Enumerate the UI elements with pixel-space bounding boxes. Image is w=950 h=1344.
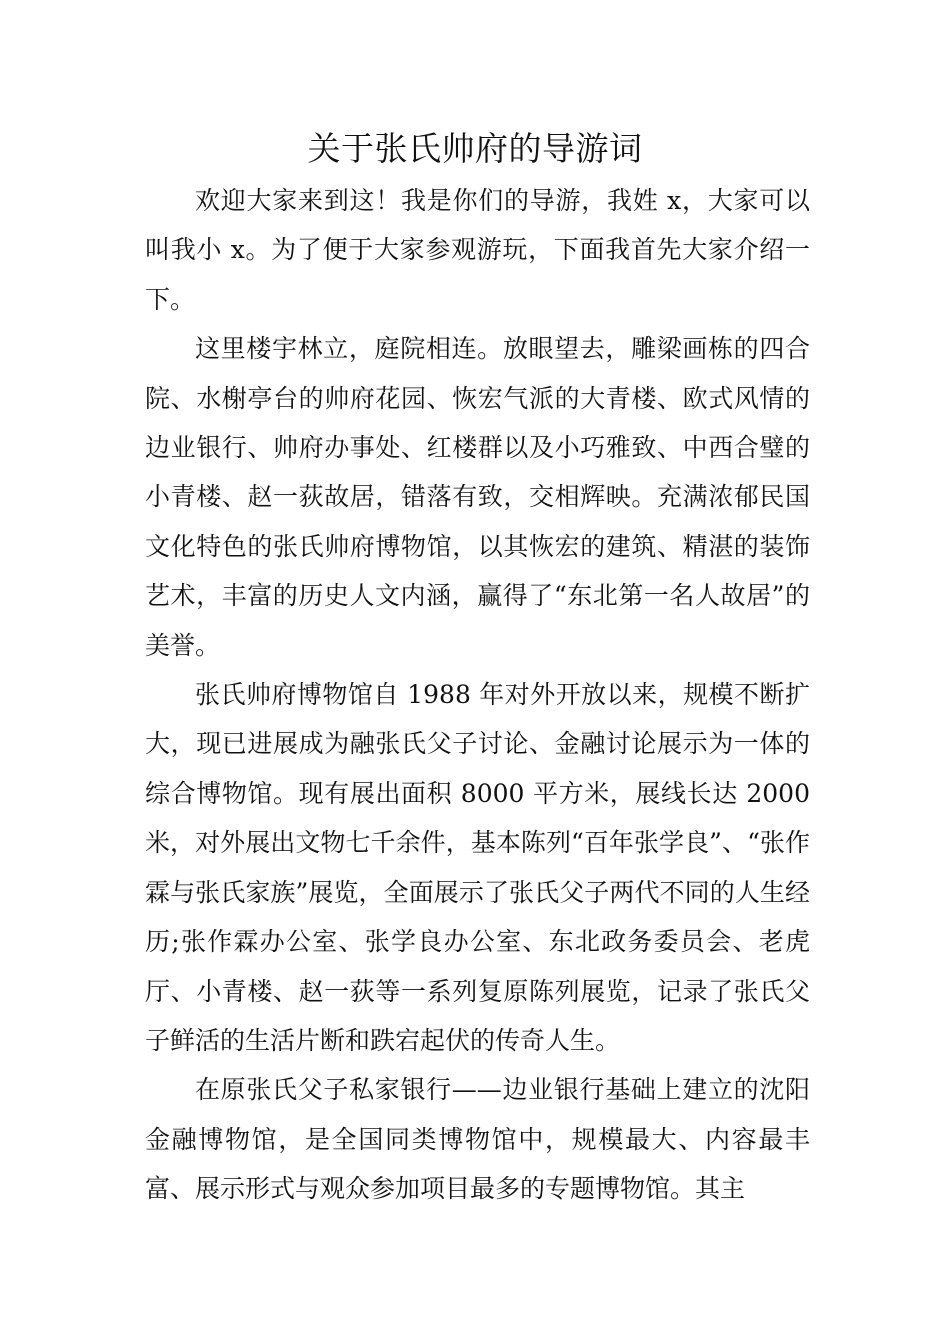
paragraph-welcome: 欢迎大家来到这！我是你们的导游，我姓 x，大家可以叫我小 x。为了便于大家参观游玩，下面我首先大家介绍一下。 bbox=[145, 186, 810, 314]
document-title: 关于张氏帅府的导游词 bbox=[307, 129, 643, 168]
document-body bbox=[145, 176, 810, 1214]
paragraph-architecture: 这里楼宇林立，庭院相连。放眼望去，雕梁画栋的四合院、水榭亭台的帅府花园、恢宏气派的大青楼、欧式风情的边业银行、帅府办事处、红楼群以及小巧雅致、中西合璧的小青楼、赵一荻故居，错落有致，交相辉映。充满浓郁民国文化特色的张氏帅府博物馆，以其恢宏的建筑、精湛的装饰艺术，丰富的历史人文内涵，赢得了“东北第一名人故居”的美誉。 bbox=[145, 334, 810, 660]
paragraph-finance-museum: 在原张氏父子私家银行——边业银行基础上建立的沈阳金融博物馆，是全国同类博物馆中，规模最大、内容最丰富、展示形式与观众参加项目最多的专题博物馆。其主 bbox=[145, 1075, 810, 1204]
paragraph-museum-history: 张氏帅府博物馆自 1988 年对外开放以来，规模不断扩大，现已进展成为融张氏父子讨论、金融讨论展示为一体的综合博物馆。现有展出面积 8000 平方米，展线长达 2000米，对外展出文物七千余件，基本陈列“百年张学良”、“张作霖与张氏家族”展览，全面展示了张氏父子两代不同的人生经历;张作霖办公室、张学良办公室、东北政务委员会、老虎厅、小青楼、赵一荻等一系列复原陈列展览，记录了张氏父子鲜活的生活片断和跌宕起伏的传奇人生。 bbox=[145, 680, 810, 1055]
